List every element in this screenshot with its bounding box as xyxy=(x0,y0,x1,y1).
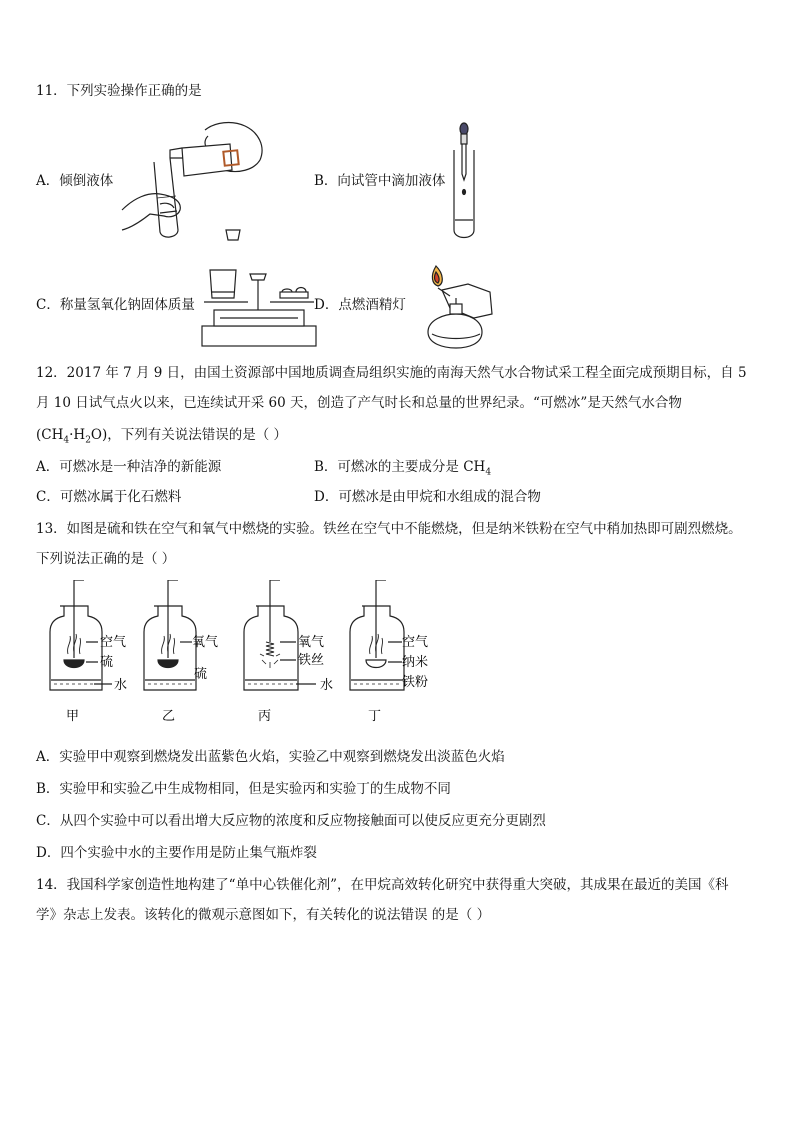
bing-gas-label: 氧气 xyxy=(298,635,325,650)
formula-part: ·H xyxy=(69,427,86,443)
q11-option-a: A．倾倒液体 xyxy=(36,173,114,189)
yi-substance-label: 硫 xyxy=(194,667,208,682)
q12-option-a: A．可燃冰是一种洁净的新能源 xyxy=(36,459,222,475)
bing-water-label: 水 xyxy=(320,678,334,693)
ding-substance-label-2: 铁粉 xyxy=(402,675,429,690)
formula-subscript: 2 xyxy=(85,435,91,446)
dropper-figure xyxy=(446,120,486,242)
q14-stem-line1: 14．我国科学家创造性地构建了“单中心铁催化剂”，在甲烷高效转化研究中获得重大突破，其成果在最近的美国《科 xyxy=(36,877,729,893)
q13-option-b: B．实验甲和实验乙中生成物相同，但是实验丙和实验丁的生成物不同 xyxy=(36,781,451,797)
q12-stem-line1: 12．2017 年 7 月 9 日，由国土资源部中国地质调查局组织实施的南海天然气水合物试采工程全面完成预期目标，自 5 xyxy=(36,365,747,381)
jia-gas-label: 空气 xyxy=(100,635,127,650)
q13-option-c: C．从四个实验中可以看出增大反应物的浓度和反应物接触面可以使反应更充分更剧烈 xyxy=(36,813,546,829)
alcohol-lamp-figure xyxy=(420,262,500,352)
formula-subscript: 4 xyxy=(485,467,492,478)
bing-substance-label: 铁丝 xyxy=(298,653,325,668)
balance-figure xyxy=(200,264,318,350)
jar-yi xyxy=(144,580,196,690)
bing-caption: 丙 xyxy=(258,709,272,724)
q13-option-d: D．四个实验中水的主要作用是防止集气瓶炸裂 xyxy=(36,845,317,861)
q13-stem-line2: 下列说法正确的是（ ） xyxy=(36,551,176,567)
formula-part: (CH xyxy=(36,427,64,443)
q13-stem-line1: 13．如图是硫和铁在空气和氧气中燃烧的实验。铁丝在空气中不能燃烧，但是纳米铁粉在空气中稍加热即可剧烈燃烧。 xyxy=(36,521,742,537)
yi-caption: 乙 xyxy=(162,709,176,724)
jar-ding xyxy=(350,580,404,690)
q12-stem-line2: 月 10 日试气点火以来，已连续试开采 60 天，创造了产气时长和总量的世界纪录。“可燃冰”是天然气水合物 xyxy=(36,395,682,411)
jia-water-label: 水 xyxy=(114,678,128,693)
q13-option-a: A．实验甲中观察到燃烧发出蓝紫色火焰，实验乙中观察到燃烧发出淡蓝色火焰 xyxy=(36,749,505,765)
q12-stem-line3 xyxy=(36,426,287,450)
option-text: B．可燃冰的主要成分是 CH xyxy=(314,459,486,475)
q11-option-c: C．称量氢氧化钠固体质量 xyxy=(36,297,195,313)
q14-stem-line2: 学》杂志上发表。该转化的微观示意图如下，有关转化的说法错误 的是（ ） xyxy=(36,907,491,923)
q12-option-d: D．可燃冰是由甲烷和水组成的混合物 xyxy=(314,489,541,505)
pouring-liquid-figure xyxy=(120,118,270,250)
formula-subscript: 4 xyxy=(63,435,70,446)
formula-part: O)，下列有关说法错误的是（ ） xyxy=(90,427,288,443)
q12-option-b xyxy=(314,458,491,482)
yi-gas-label: 氧气 xyxy=(192,635,219,650)
jia-caption: 甲 xyxy=(66,709,80,724)
combustion-experiment-figure xyxy=(40,580,460,730)
jia-substance-label: 硫 xyxy=(100,655,114,670)
q12-option-c: C．可燃冰属于化石燃料 xyxy=(36,489,182,505)
q11-stem: 11．下列实验操作正确的是 xyxy=(36,83,202,99)
ding-caption: 丁 xyxy=(368,709,382,724)
ding-substance-label-1: 纳米 xyxy=(402,655,429,670)
ding-gas-label: 空气 xyxy=(402,635,429,650)
q11-option-b: B．向试管中滴加液体 xyxy=(314,173,446,189)
q11-option-d: D．点燃酒精灯 xyxy=(314,297,406,313)
